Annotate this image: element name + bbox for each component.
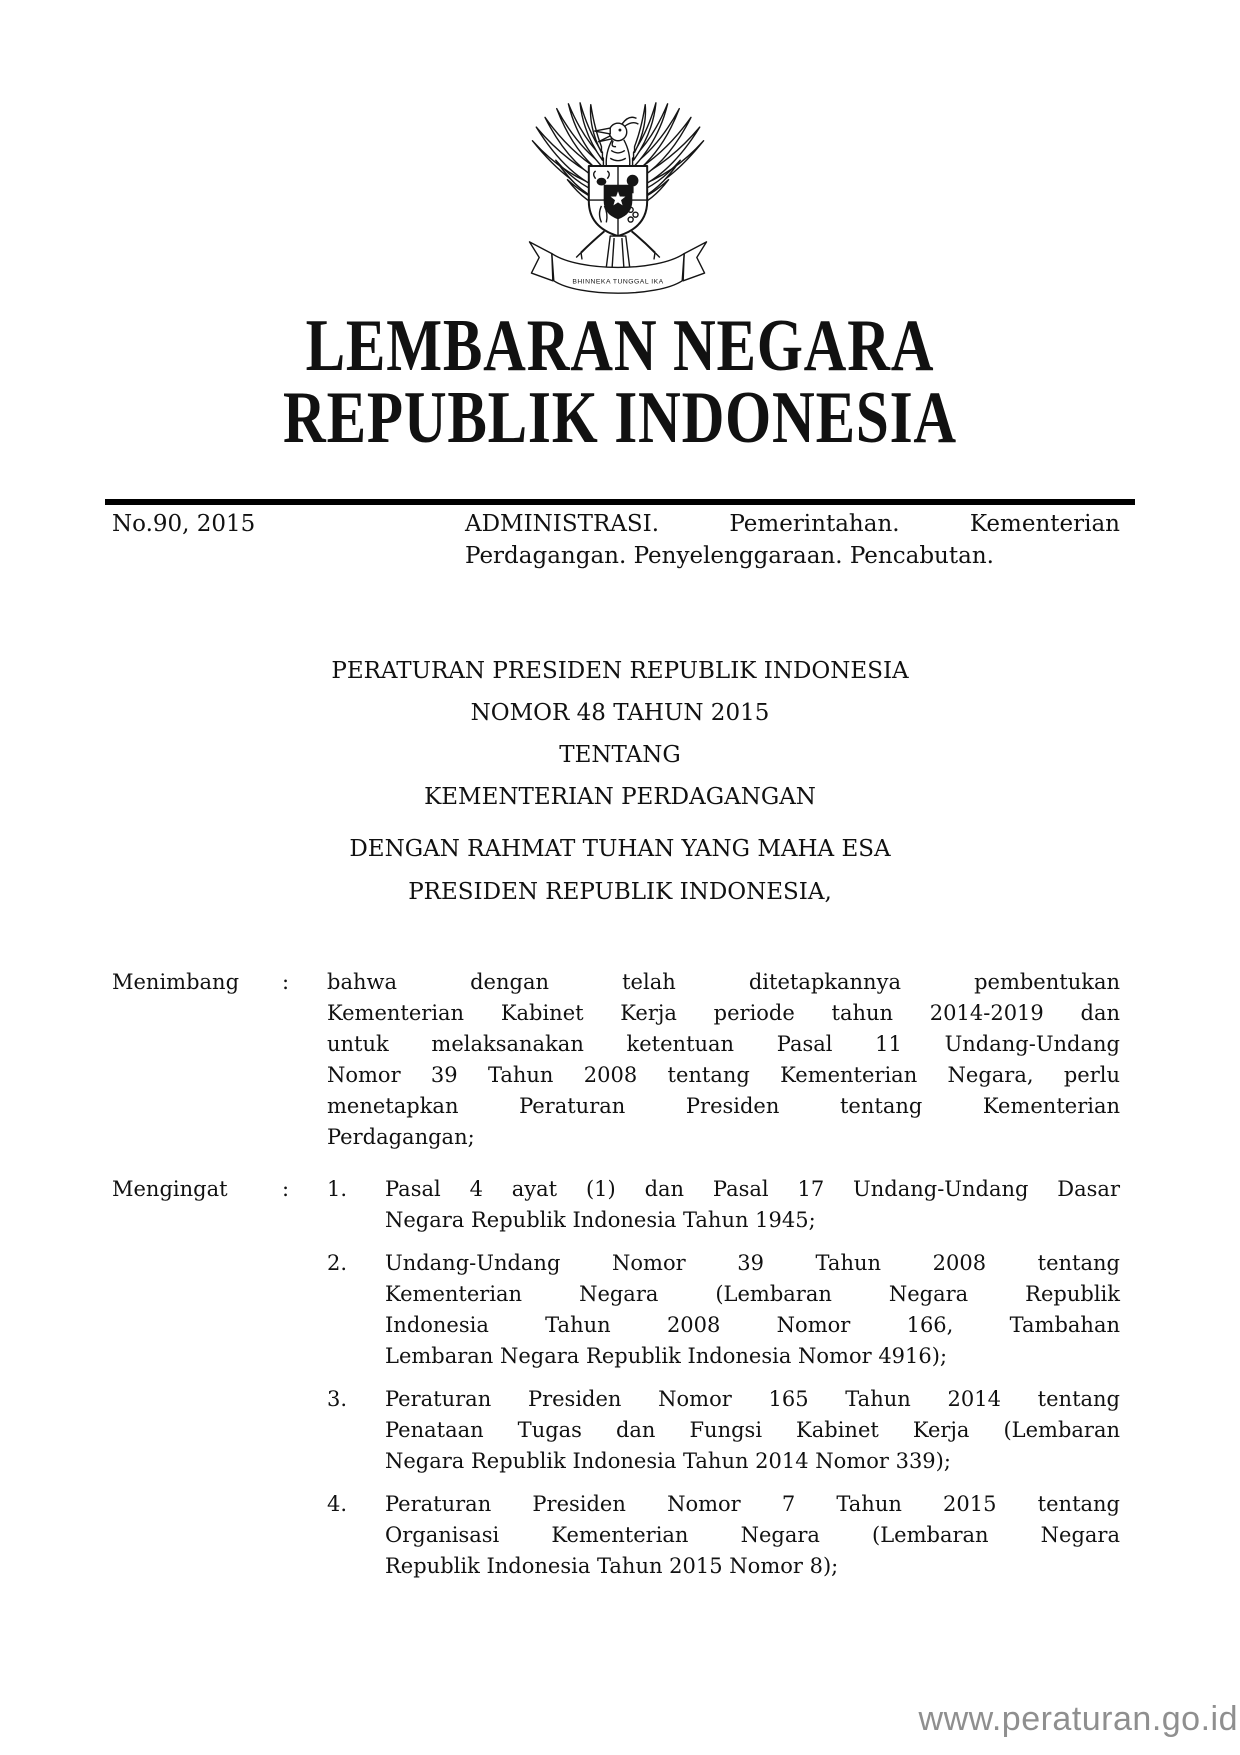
legal-basis-item	[327, 1248, 1120, 1372]
text-line: Negara Republik Indonesia Tahun 2014 Nomor 339);	[385, 1449, 951, 1473]
text-line: Lembaran Negara Republik Indonesia Nomor 4916);	[385, 1344, 948, 1368]
text-line: Kementerian Negara (Lembaran Negara Republik	[385, 1282, 1120, 1306]
text-line: Nomor 39 Tahun 2008 tentang Kementerian Negara, perlu	[327, 1063, 1120, 1087]
considering-text	[327, 967, 1120, 1153]
legal-basis-label: Mengingat	[112, 1177, 228, 1201]
masthead-divider-rule	[105, 499, 1135, 505]
text-line: Undang-Undang Nomor 39 Tahun 2008 tentang	[385, 1251, 1120, 1275]
text-line: NOMOR 48 TAHUN 2015	[470, 700, 770, 726]
text-line: Perdagangan;	[327, 1125, 475, 1149]
legal-basis-item	[327, 1489, 1120, 1582]
gazette-number: No.90, 2015	[112, 511, 256, 537]
gazette-subject-classification	[465, 508, 1120, 572]
text-line: bahwa dengan telah ditetapkannya pembentukan	[327, 970, 1120, 994]
text-line: TENTANG	[559, 742, 681, 768]
text-line: menetapkan Peraturan Presiden tentang Kementerian	[327, 1094, 1120, 1118]
watermark-url: www.peraturan.go.id	[918, 1700, 1238, 1738]
text-line: Kementerian Kabinet Kerja periode tahun 2014-2019 dan	[327, 1001, 1120, 1025]
text-line: Peraturan Presiden Nomor 7 Tahun 2015 tentang	[385, 1492, 1120, 1516]
text-line: untuk melaksanakan ketentuan Pasal 11 Undang-Undang	[327, 1032, 1120, 1056]
text-line: ADMINISTRASI. Pemerintahan. Kementerian	[465, 511, 1120, 537]
regulation-title	[0, 650, 1240, 818]
item-text	[385, 1384, 1120, 1477]
garuda-pancasila-emblem	[520, 96, 716, 310]
item-number: 3.	[327, 1387, 348, 1411]
text-line: Pasal 4 ayat (1) dan Pasal 17 Undang-Undang Dasar	[385, 1177, 1120, 1201]
item-text	[385, 1489, 1120, 1582]
considering-label: Menimbang	[112, 970, 240, 994]
masthead-line-2: REPUBLIK INDONESIA	[283, 377, 957, 459]
text-line: Negara Republik Indonesia Tahun 1945;	[385, 1208, 816, 1232]
emblem-banner-text: BHINNEKA TUNGGAL IKA	[572, 278, 664, 286]
gazette-masthead	[124, 305, 1116, 459]
masthead-line-1: LEMBARAN NEGARA	[305, 305, 935, 387]
text-line: PERATURAN PRESIDEN REPUBLIK INDONESIA	[331, 658, 909, 684]
item-number: 4.	[327, 1492, 348, 1516]
text-line: Perdagangan. Penyelenggaraan. Pencabutan.	[465, 543, 994, 569]
item-text	[385, 1174, 1120, 1236]
issuer-line: PRESIDEN REPUBLIK INDONESIA,	[408, 879, 832, 905]
text-line: Republik Indonesia Tahun 2015 Nomor 8);	[385, 1554, 839, 1578]
item-text	[385, 1248, 1120, 1372]
text-line: Organisasi Kementerian Negara (Lembaran Negara	[385, 1523, 1120, 1547]
text-line: KEMENTERIAN PERDAGANGAN	[424, 784, 816, 810]
item-number: 2.	[327, 1251, 348, 1275]
invocation-line: DENGAN RAHMAT TUHAN YANG MAHA ESA	[349, 836, 891, 862]
legal-basis-list	[327, 1174, 1120, 1594]
legal-basis-colon: :	[282, 1177, 290, 1201]
text-line: Indonesia Tahun 2008 Nomor 166, Tambahan	[385, 1313, 1120, 1337]
item-number: 1.	[327, 1177, 348, 1201]
legal-basis-item	[327, 1384, 1120, 1477]
legal-basis-item	[327, 1174, 1120, 1236]
text-line: Penataan Tugas dan Fungsi Kabinet Kerja (Lembaran	[385, 1418, 1120, 1442]
text-line: Peraturan Presiden Nomor 165 Tahun 2014 tentang	[385, 1387, 1120, 1411]
considering-colon: :	[282, 970, 290, 994]
